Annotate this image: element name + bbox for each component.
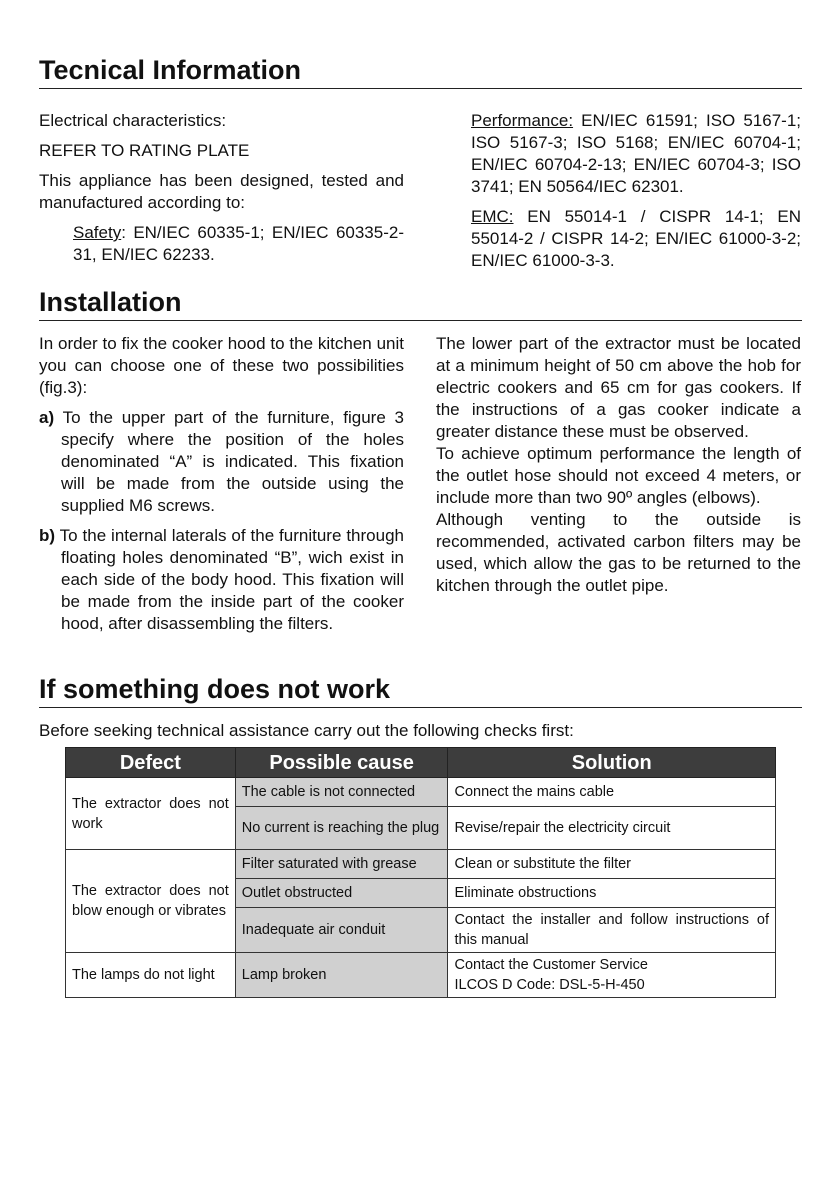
cause-cell: The cable is not connected [235, 778, 448, 807]
option-a-text: To the upper part of the furniture, figure 3 specify where the position of the holes denominated “A” is indicated. This fixation will be made from the outside using the supplied M6 screws. [54, 408, 404, 515]
option-b-text: To the internal laterals of the furniture through floating holes denominated “B”, wich exist in each side of the body hood. This fixation will be made from the inside part of the cooker hood, after disassembling the filters. [55, 526, 404, 633]
cause-cell: Inadequate air conduit [235, 908, 448, 953]
height-text: The lower part of the extractor must be located at a minimum height of 50 cm above the hob for electric cookers and 65 cm for gas cookers. If the instructions of a gas cooker indicate a greater distance these must be observed. [436, 334, 801, 441]
solution-cell: Eliminate obstructions [448, 879, 776, 908]
emc-standards: EN 55014-1 / CISPR 14-1; EN 55014-2 / CISPR 14-2; EN/IEC 61000-3-2; EN/IEC 61000-3-3. [471, 207, 801, 270]
performance-label: Performance: [471, 111, 574, 130]
cause-cell: Lamp broken [235, 953, 448, 998]
defect-cell: The extractor does not work [66, 778, 236, 850]
solution-cell [448, 953, 776, 998]
option-a-label: a) [39, 408, 55, 427]
solution-cell: Connect the mains cable [448, 778, 776, 807]
table-header-row [66, 748, 776, 778]
option-a [39, 407, 404, 517]
header-solution: Solution [448, 748, 776, 778]
table-row [66, 850, 776, 879]
section-title-technical: Tecnical Information [39, 54, 802, 89]
cause-cell: No current is reaching the plug [235, 807, 448, 850]
performance-text [471, 110, 801, 198]
cause-cell: Outlet obstructed [235, 879, 448, 908]
section-title-installation: Installation [39, 286, 802, 321]
troubleshooting-table [65, 747, 776, 998]
tech-right-column [471, 110, 801, 280]
venting-text: Although venting to the outside is recommended, activated carbon filters may be used, which allow the gas to be returned to the kitchen through the outlet pipe. [436, 510, 801, 595]
header-cause: Possible cause [235, 748, 448, 778]
safety-standards: : EN/IEC 60335-1; EN/IEC 60335-2-31, EN/IEC 62233. [73, 223, 404, 264]
emc-label: EMC: [471, 207, 514, 226]
trouble-intro: Before seeking technical assistance carry out the following checks first: [39, 721, 574, 740]
solution-cell: Contact the installer and follow instructions of this manual [448, 908, 776, 953]
elec-text: Electrical characteristics: [39, 111, 227, 130]
table-row [66, 778, 776, 807]
install-right-column [436, 333, 801, 597]
defect-cell: The lamps do not light [66, 953, 236, 998]
refer-text: REFER TO RATING PLATE [39, 141, 250, 160]
table-row [66, 953, 776, 998]
option-b [39, 525, 404, 635]
designed-text: This appliance has been designed, tested and manufactured according to: [39, 171, 404, 212]
defect-cell: The extractor does not blow enough or vibrates [66, 850, 236, 953]
safety-label: Safety [73, 223, 122, 242]
hose-text: To achieve optimum performance the length of the outlet hose should not exceed 4 meters, or include more than two 90º angles (elbows). [436, 444, 801, 507]
install-intro: In order to fix the cooker hood to the kitchen unit you can choose one of these two possibilities (fig.3): [39, 334, 404, 397]
emc-text [471, 206, 801, 272]
performance-standards: EN/IEC 61591; ISO 5167-1; ISO 5167-3; ISO 5168; EN/IEC 60704-1; EN/IEC 60704-2-13; EN/IEC 60704-3; ISO 3741; EN 50564/IEC 62301. [471, 111, 801, 196]
option-b-label: b) [39, 526, 56, 545]
safety-text [39, 222, 404, 266]
solution-line: Contact the Customer Service [454, 957, 648, 973]
solution-cell: Clean or substitute the filter [448, 850, 776, 879]
solution-cell: Revise/repair the electricity circuit [448, 807, 776, 850]
section-title-troubleshooting: If something does not work [39, 673, 802, 708]
cause-cell: Filter saturated with grease [235, 850, 448, 879]
install-left-column [39, 333, 404, 643]
header-defect: Defect [66, 748, 236, 778]
ilcos-code: ILCOS D Code: DSL-5-H-450 [454, 977, 645, 993]
tech-left-column [39, 110, 404, 274]
